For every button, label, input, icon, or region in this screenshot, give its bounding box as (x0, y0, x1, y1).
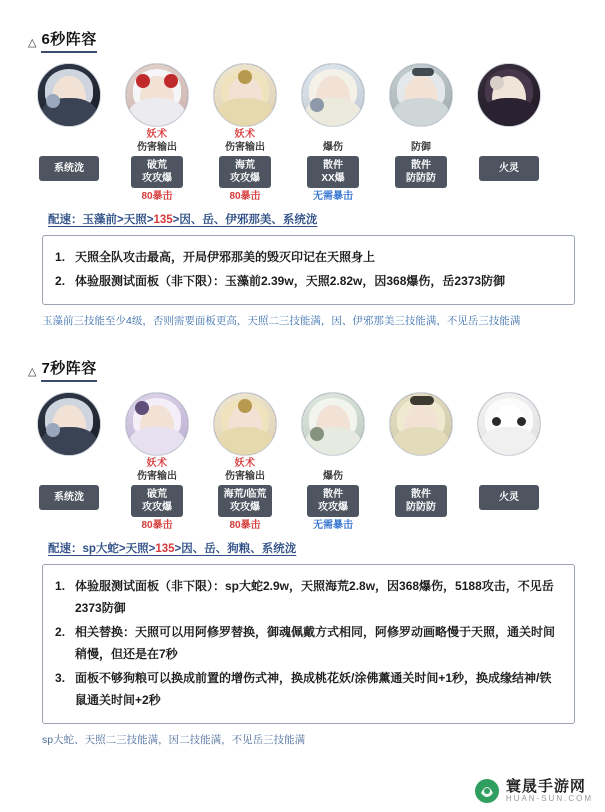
role-tag: 妖术 (146, 458, 168, 469)
notes-list (53, 575, 562, 711)
team-slot[interactable] (206, 63, 284, 203)
team-slot[interactable] (30, 63, 108, 196)
section-heading-6sec (18, 0, 587, 53)
team-slot[interactable] (118, 63, 196, 203)
avatar (37, 392, 101, 456)
speed-requirement-7sec (18, 540, 587, 556)
soul-pill (395, 485, 447, 517)
soul-stats: XX爆 (321, 173, 345, 184)
damage-tag: 伤害输出 (225, 142, 265, 153)
soul-stats: 攻攻爆 (230, 173, 260, 184)
soul-name: 海荒 (235, 160, 255, 171)
notes-list (53, 246, 562, 292)
team-slot[interactable] (118, 392, 196, 532)
section-heading-7sec (18, 329, 587, 382)
avatar (213, 392, 277, 456)
crit-requirement: 无需暴击 (313, 191, 353, 202)
crit-requirement: 80暴击 (229, 520, 261, 531)
soul-name: 散件 (411, 160, 431, 171)
note-item: 体验服测试面板（非下限）：玉藻前2.39w，天照2.82w，因368爆伤，岳2373防御 (75, 274, 506, 288)
soul-pill: 系统泷 (39, 156, 99, 181)
avatar (125, 63, 189, 127)
soul-pill (131, 485, 183, 517)
soul-stats: 攻攻爆 (230, 502, 260, 513)
soul-stats: 攻攻爆 (318, 502, 348, 513)
team-slot[interactable] (470, 63, 548, 196)
speed-prefix: 配速：sp大蛇>天照> (48, 543, 156, 555)
avatar (389, 63, 453, 127)
watermark-text (506, 779, 593, 803)
crit-requirement: 无需暴击 (313, 520, 353, 531)
soul-name: 破荒 (147, 160, 167, 171)
soul-stats: 攻攻爆 (142, 502, 172, 513)
damage-tag: 伤害输出 (137, 471, 177, 482)
avatar (477, 392, 541, 456)
avatar (213, 63, 277, 127)
note-item: 相关替换：天照可以用阿修罗替换，御魂佩戴方式相同，阿修罗动画略慢于天照，通关时间稍慢，但还是在7秒 (75, 625, 556, 661)
team-row-7sec (18, 392, 587, 532)
section-7sec (18, 329, 587, 748)
team-slot[interactable] (294, 63, 372, 203)
soul-name: 破荒 (147, 489, 167, 500)
damage-tag: 爆伤 (323, 471, 343, 482)
page-title-7sec: 7秒阵容 (41, 357, 96, 382)
soul-stats: 防防防 (406, 173, 436, 184)
soul-pill (395, 156, 447, 188)
speed-requirement-6sec (18, 211, 587, 227)
avatar (125, 392, 189, 456)
soul-name: 海荒/临荒 (223, 489, 267, 500)
site-logo-icon (474, 778, 500, 804)
triangle-icon: △ (28, 37, 37, 49)
triangle-icon: △ (28, 366, 37, 378)
soul-pill (219, 156, 271, 188)
watermark-domain: HUAN-SUN.COM (505, 793, 593, 803)
speed-suffix: >因、岳、伊邪那美、系统泷 (172, 214, 318, 226)
damage-tag: 伤害输出 (137, 142, 177, 153)
avatar (37, 63, 101, 127)
soul-name: 散件 (323, 489, 343, 500)
role-tag: 妖术 (234, 129, 256, 140)
crit-requirement: 80暴击 (229, 191, 261, 202)
speed-prefix: 配速：玉藻前>天照> (48, 214, 154, 226)
avatar (389, 392, 453, 456)
note-item: 体验服测试面板（非下限）：sp大蛇2.9w，天照海荒2.8w，因368爆伤，5188攻击，不见岳2373防御 (75, 579, 554, 615)
team-slot[interactable] (382, 63, 460, 203)
damage-tag: 防御 (411, 142, 431, 153)
note-item: 面板不够狗粮可以换成前置的增伤式神，换成桃花妖/涂佛薰通关时间+1秒，换成缘结神/铁鼠通关时间+2秒 (75, 671, 552, 707)
team-slot[interactable] (382, 392, 460, 532)
watermark-title: 寰晟手游网 (505, 777, 586, 795)
role-tag: 妖术 (146, 129, 168, 140)
role-tag: 妖术 (234, 458, 256, 469)
damage-tag: 爆伤 (323, 142, 343, 153)
soul-pill: 火灵 (479, 156, 539, 181)
avatar (301, 63, 365, 127)
soul-pill (131, 156, 183, 188)
crit-requirement: 80暴击 (141, 520, 173, 531)
speed-value: 135 (153, 214, 173, 226)
soul-pill: 系统泷 (39, 485, 99, 510)
soul-stats: 攻攻爆 (142, 173, 172, 184)
damage-tag: 伤害输出 (225, 471, 265, 482)
speed-value: 135 (155, 543, 175, 555)
soul-pill (307, 485, 359, 517)
notes-box-6sec (42, 235, 575, 305)
notes-box-7sec (42, 564, 575, 724)
footnote-7sec: sp大蛇、天照二三技能满，因二技能满，不见岳三技能满 (42, 734, 306, 746)
soul-pill (307, 156, 359, 188)
speed-suffix: >因、岳、狗粮、系统泷 (174, 543, 297, 555)
section-6sec (18, 0, 587, 329)
soul-pill: 火灵 (479, 485, 539, 510)
soul-name: 散件 (323, 160, 343, 171)
team-row-6sec (18, 63, 587, 203)
crit-requirement: 80暴击 (141, 191, 173, 202)
page-title-6sec: 6秒阵容 (41, 28, 96, 53)
soul-stats: 防防防 (406, 502, 436, 513)
soul-pill (218, 485, 273, 517)
note-item: 天照全队攻击最高，开局伊邪那美的毁灭印记在天照身上 (75, 250, 376, 264)
avatar (301, 392, 365, 456)
team-slot[interactable] (206, 392, 284, 532)
team-slot[interactable] (294, 392, 372, 532)
team-slot[interactable] (470, 392, 548, 525)
soul-name: 散件 (411, 489, 431, 500)
footnote-6sec: 玉藻前三技能至少4级，否则需要面板更高，天照二三技能满，因、伊邪那美三技能满，不见岳三技能满 (42, 315, 521, 327)
team-slot[interactable] (30, 392, 108, 525)
watermark (474, 778, 593, 804)
avatar (477, 63, 541, 127)
